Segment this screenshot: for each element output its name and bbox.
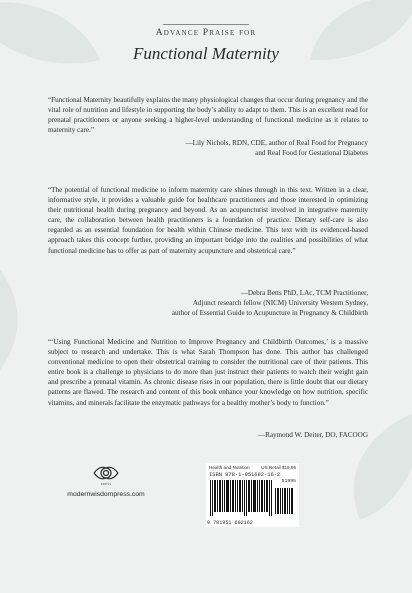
- attribution-line: —Lily Nichols, RDN, CDE, author of Real Food for Pregnancy: [185, 139, 368, 147]
- attribution-line: —Raymond W. Deiter, DO, FACOOG: [257, 431, 368, 439]
- barcode-bars: [209, 478, 296, 518]
- attribution-line: —Debra Betts PhD, LAc, TCM Practitioner,: [240, 289, 368, 297]
- praise-quote-3: “‘Using Functional Medicine and Nutrition to Improve Pregnancy and Childbirth Outcomes,’ is a massive subject to research and undertake. This is what Sarah Thompson has done. This author has challenged conventional medicine to open their obstetrical training to consider the nutritional care of their patients. This entire book is a challenge to physicians to do more than just instruct their patients to watch their weight gain and prescribe a prenatal vitamin. As chronic disease rises in our population, there is little doubt that our dietary patterns are flawed. The research and content of this book enhance your knowledge on how nutrition, specific vitamins, and minerals facilitate the enzymatic pathways for a healthy mother’s body to function.”: [48, 338, 368, 407]
- quote-1-attribution: [48, 138, 368, 158]
- barcode-price: US Retail $19.95: [261, 465, 296, 470]
- publisher-block: [60, 463, 152, 498]
- header-rule: [163, 24, 249, 25]
- modern-wisdom-logo: [91, 463, 121, 483]
- publisher-url: modernwisdompress.com: [67, 491, 145, 498]
- attribution-line: author of Essential Guide to Acupuncture in Pregnancy & Childbirth: [171, 309, 368, 318]
- barcode-category: Health and Nutrition: [209, 465, 250, 470]
- attribution-line: Adjunct research fellow (NICM) University Western Sydney,: [192, 299, 368, 308]
- barcode-number: 9 781951 692162: [207, 520, 253, 526]
- leaf-decoration-icon: [330, 410, 412, 520]
- quote-3-attribution: [48, 430, 368, 440]
- book-title: Functional Maternity: [133, 44, 279, 63]
- barcode-addon: 51995: [281, 479, 296, 484]
- advance-praise-kicker: Advance Praise for: [155, 28, 257, 38]
- publisher-tagline: PRESS: [100, 482, 112, 486]
- praise-quote-1: “Functional Maternity beautifully explains the many physiological changes that occur during pregnancy and the vital role of nutrition and lifestyle in supporting the body’s ability to adapt to them. This is an excellent read for prenatal practitioners or anyone seeking a higher-level understanding of functional medicine as it relates to maternity care.”: [48, 96, 368, 135]
- barcode-isbn: ISBN 978-1-951692-16-2: [209, 472, 281, 478]
- barcode-header: [209, 465, 296, 470]
- attribution-line: and Real Food for Gestational Diabetes: [255, 149, 368, 158]
- quote-2-attribution: [48, 288, 368, 318]
- praise-quote-2: “The potential of functional medicine to inform maternity care shines through in this text. Written in a clear, informative style, it provides a valuable guide for healthcare practitioners and those interested in optimizing their nutritional health during pregnancy and beyond. As an acupuncturist involved in integrative maternity care, the collaboration between health practitioners is a foundation of practice. Dietary self-care is also regarded as an essential foundation for health within Chinese medicine. This text with its evidenced-based approach takes this concept further, providing an important bridge into the realities and possibilities of what functional medicine has to offer as part of maternity acupuncture and obstetrical care.”: [48, 186, 368, 255]
- isbn-barcode: [206, 463, 299, 527]
- leaf-decoration-icon: [0, 250, 40, 370]
